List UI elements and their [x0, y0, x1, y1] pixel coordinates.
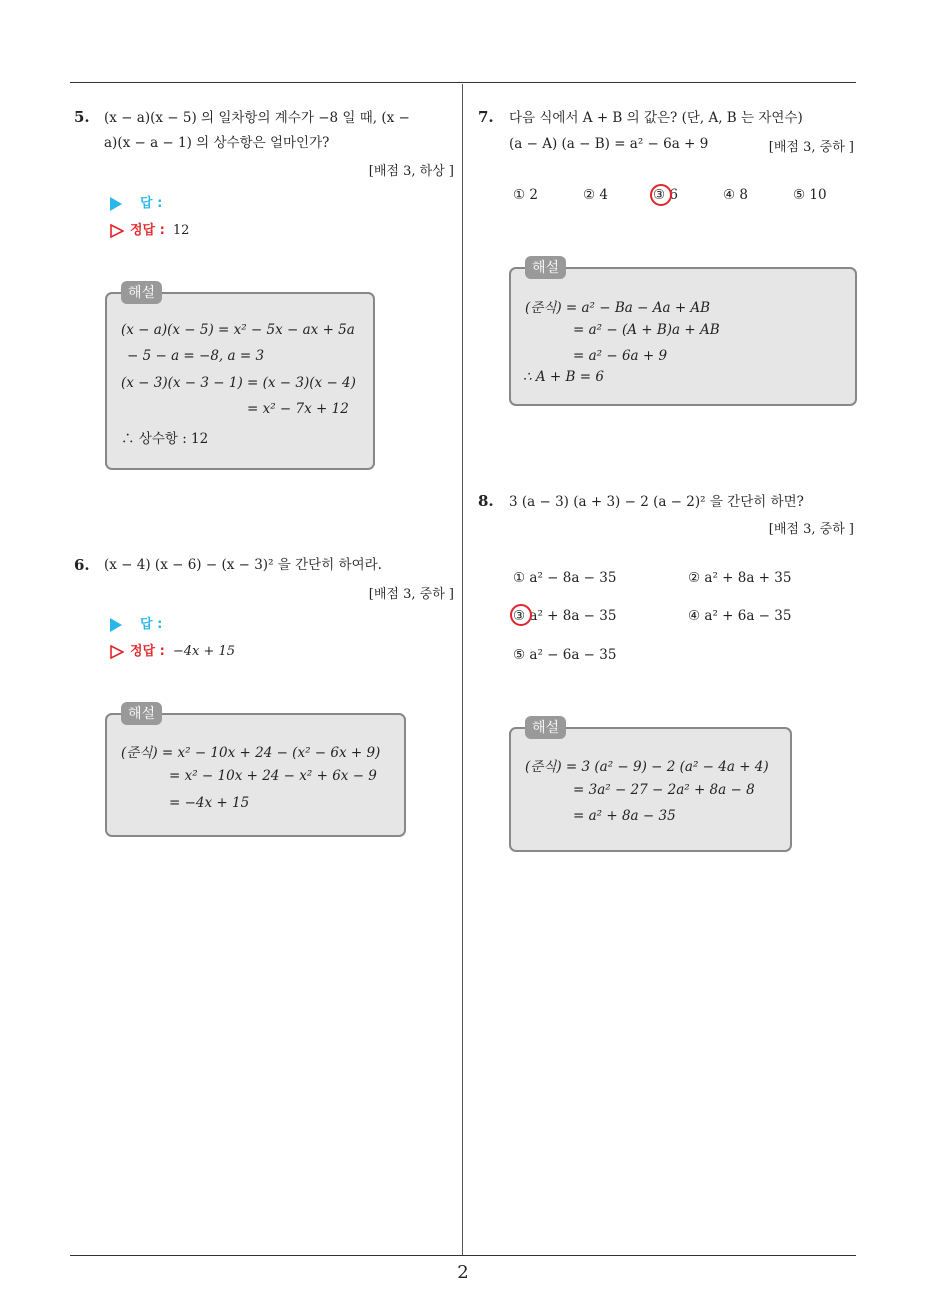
question-text-line1: (x − 4) (x − 6) − (x − 3)² 을 간단히 하여라. [104, 557, 382, 573]
choice-1[interactable]: ① a² − 8a − 35 [513, 570, 617, 586]
question-text-line1: 다음 식에서 A + B 의 값은? (단, A, B 는 자연수) [509, 110, 803, 126]
explanation-line: = x² − 7x + 12 [247, 401, 349, 417]
top-rule [70, 82, 856, 83]
choice-2[interactable]: ② a² + 8a + 35 [688, 570, 792, 586]
explanation-line: = −4x + 15 [169, 795, 250, 811]
correct-answer-line: 정답 : 12 [110, 219, 189, 238]
explanation-tag: 해설 [525, 256, 566, 279]
explanation-line: ∴ 상수항 : 12 [121, 431, 209, 447]
explanation-line: (x − a)(x − 5) = x² − 5x − ax + 5a [121, 322, 355, 338]
explanation-line: = 3a² − 27 − 2a² + 8a − 8 [573, 782, 755, 798]
answer-input-line[interactable]: 답 : [110, 613, 162, 632]
question-number: 6. [74, 556, 90, 574]
explanation-line: (준식) = 3 (a² − 9) − 2 (a² − 4a + 4) [525, 759, 769, 775]
bottom-rule [70, 1255, 856, 1256]
outline-triangle-icon [110, 224, 124, 238]
explanation-tag: 해설 [121, 702, 162, 725]
explanation-box [509, 260, 857, 406]
outline-triangle-icon [110, 645, 124, 659]
choice-5[interactable]: ⑤ 10 [793, 187, 827, 203]
selected-answer-circle [650, 184, 672, 206]
correct-answer-line: 정답 : −4x + 15 [110, 640, 235, 659]
explanation-line: = a² + 8a − 35 [573, 808, 676, 824]
question-text-line1: 3 (a − 3) (a + 3) − 2 (a − 2)² 을 간단히 하면? [509, 494, 804, 510]
choice-5[interactable]: ⑤ a² − 6a − 35 [513, 647, 617, 663]
play-triangle-icon [110, 197, 122, 211]
explanation-line: (준식) = x² − 10x + 24 − (x² − 6x + 9) [121, 745, 381, 761]
choice-3[interactable]: ③ 6 [653, 187, 678, 203]
explanation-line: = x² − 10x + 24 − x² + 6x − 9 [169, 768, 377, 784]
explanation-box [509, 720, 792, 852]
explanation-line: (x − 3)(x − 3 − 1) = (x − 3)(x − 4) [121, 375, 356, 391]
score-info: [배점 3, 하상 ] [368, 164, 454, 179]
explanation-line: = a² − (A + B)a + AB [573, 322, 720, 338]
explanation-line: − 5 − a = −8, a = 3 [127, 348, 265, 364]
score-info: [배점 3, 중하 ] [368, 587, 454, 602]
question-number: 7. [478, 108, 494, 126]
question-number: 8. [478, 492, 494, 510]
explanation-box [105, 706, 406, 837]
choice-1[interactable]: ① 2 [513, 187, 538, 203]
question-text-line2: a)(x − a − 1) 의 상수항은 얼마인가? [104, 135, 330, 151]
score-info: [배점 3, 중하 ] [768, 522, 854, 537]
column-divider [462, 84, 463, 1256]
page-number: 2 [457, 1262, 469, 1283]
explanation-line: ∴ A + B = 6 [523, 369, 604, 385]
question-text-line1: (x − a)(x − 5) 의 일차항의 계수가 −8 일 때, (x − [104, 110, 410, 126]
explanation-box [105, 285, 375, 470]
question-number: 5. [74, 108, 90, 126]
explanation-tag: 해설 [121, 281, 162, 304]
choice-2[interactable]: ② 4 [583, 187, 608, 203]
choice-4[interactable]: ④ 8 [723, 187, 748, 203]
explanation-line: = a² − 6a + 9 [573, 348, 668, 364]
explanation-line: (준식) = a² − Ba − Aa + AB [525, 300, 711, 316]
question-text-line2: (a − A) (a − B) = a² − 6a + 9 [509, 136, 709, 152]
choice-4[interactable]: ④ a² + 6a − 35 [688, 608, 792, 624]
play-triangle-icon [110, 618, 122, 632]
selected-answer-circle [510, 604, 532, 626]
explanation-tag: 해설 [525, 716, 566, 739]
score-info: [배점 3, 중하 ] [768, 140, 854, 155]
answer-input-line[interactable]: 답 : [110, 192, 162, 211]
choice-3[interactable]: ③ a² + 8a − 35 [513, 608, 617, 624]
